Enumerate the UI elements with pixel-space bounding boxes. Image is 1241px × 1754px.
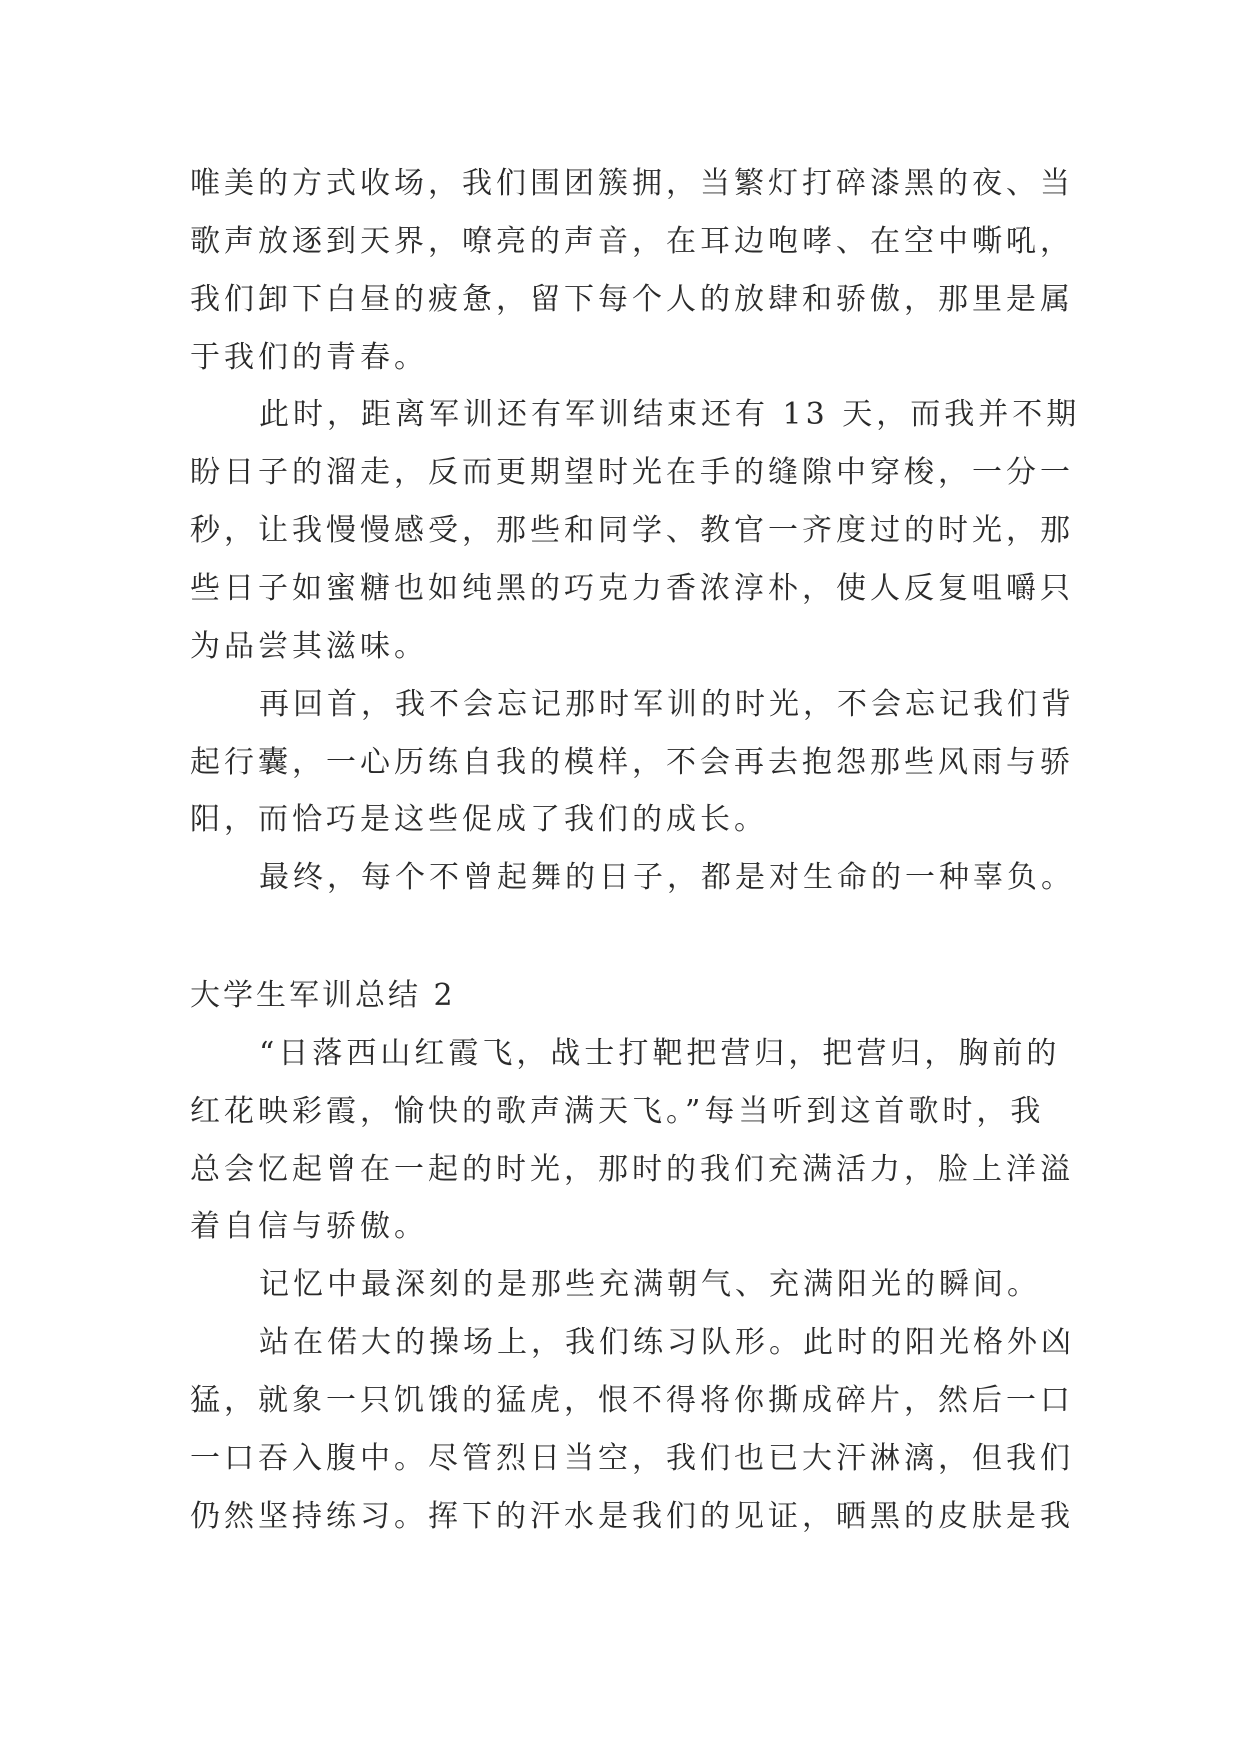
section-heading: 大学生军训总结 2: [190, 978, 456, 1013]
text-line: 再回首，我不会忘记那时军训的时光，不会忘记我们背: [259, 687, 1075, 722]
text-line: 红花映彩霞，愉快的歌声满天飞。”每当听到这首歌时，我: [190, 1094, 1045, 1129]
text-line: 记忆中最深刻的是那些充满朝气、充满阳光的瞬间。: [259, 1267, 1041, 1302]
text-line: 唯美的方式收场，我们围团簇拥，当繁灯打碎漆黑的夜、当: [190, 166, 1074, 201]
text-line: 起行囊，一心历练自我的模样，不会再去抱怨那些风雨与骄: [190, 745, 1074, 780]
text-line: 我们卸下白昼的疲惫，留下每个人的放肆和骄傲，那里是属: [190, 282, 1074, 317]
text-line: 歌声放逐到天界，嘹亮的声音，在耳边咆哮、在空中嘶吼，: [190, 224, 1074, 259]
text-line: 些日子如蜜糖也如纯黑的巧克力香浓淳朴，使人反复咀嚼只: [190, 571, 1074, 606]
text-line: 阳，而恰巧是这些促成了我们的成长。: [190, 802, 768, 837]
text-line: “日落西山红霞飞，战士打靶把营归，把营归，胸前的: [259, 1036, 1061, 1071]
text-line: 猛，就象一只饥饿的猛虎，恨不得将你撕成碎片，然后一口: [190, 1383, 1074, 1418]
text-line: 此时，距离军训还有军训结束还有 13 天，而我并不期: [259, 397, 1081, 432]
text-line: 站在偌大的操场上，我们练习队形。此时的阳光格外凶: [259, 1325, 1075, 1360]
text-line: 最终，每个不曾起舞的日子，都是对生命的一种辜负。: [259, 860, 1075, 895]
text-line: 于我们的青春。: [190, 340, 428, 375]
text-line: 盼日子的溜走，反而更期望时光在手的缝隙中穿梭，一分一: [190, 455, 1074, 490]
text-line: 为品尝其滋味。: [190, 629, 428, 664]
text-line: 秒，让我慢慢感受，那些和同学、教官一齐度过的时光，那: [190, 513, 1074, 548]
text-line: 着自信与骄傲。: [190, 1209, 428, 1244]
text-line: 仍然坚持练习。挥下的汗水是我们的见证，晒黑的皮肤是我: [190, 1499, 1074, 1534]
text-line: 一口吞入腹中。尽管烈日当空，我们也已大汗淋漓，但我们: [190, 1441, 1074, 1476]
text-line: 总会忆起曾在一起的时光，那时的我们充满活力，脸上洋溢: [190, 1152, 1074, 1187]
